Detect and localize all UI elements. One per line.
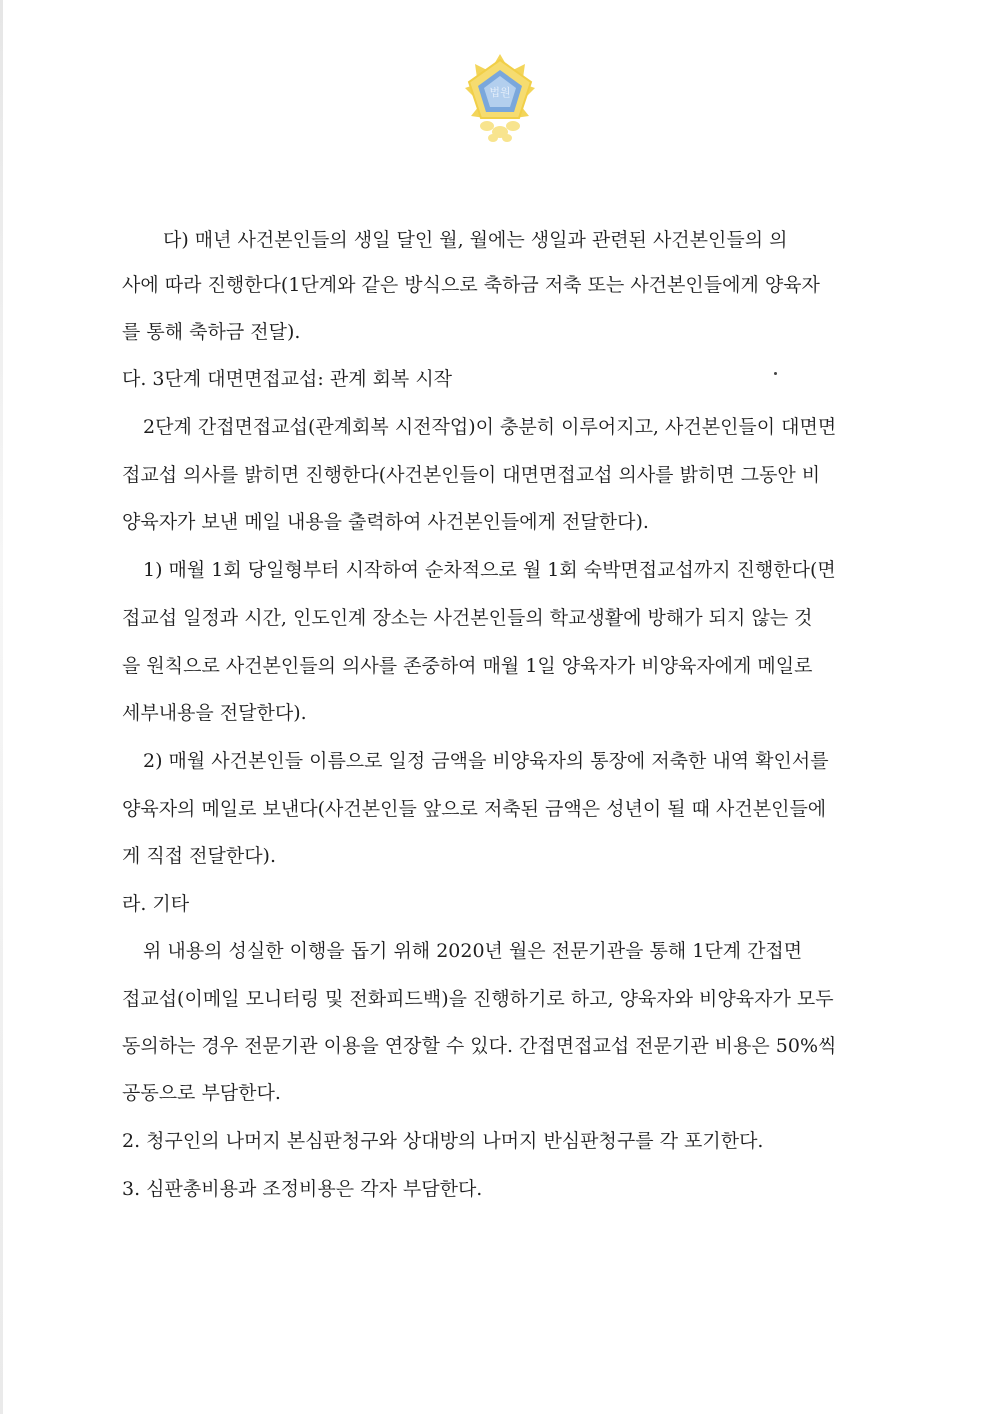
- court-emblem-logo: [463, 52, 537, 144]
- other-paragraph-line-2: 접교섭(이메일 모니터링 및 전화피드백)을 진행하기로 하고, 양육자와 비양육자가 모두: [122, 988, 834, 1010]
- emblem-text: 법원: [489, 86, 511, 99]
- item-2-line-2: 양육자의 메일로 보낸다(사건본인들 앞으로 저축된 금액은 성년이 될 때 사건본인들에: [122, 798, 827, 820]
- other-paragraph-line-4: 공동으로 부담한다.: [122, 1082, 281, 1104]
- stage-3-paragraph-line-3: 양육자가 보낸 메일 내용을 출력하여 사건본인들에게 전달한다).: [122, 511, 649, 533]
- section-heading-other: 라. 기타: [122, 893, 190, 915]
- item-2-line-1: 2) 매월 사건본인들 이름으로 일정 금액을 비양육자의 통장에 저축한 내역 확인서를: [143, 750, 829, 772]
- emblem-ribbon: [480, 121, 520, 142]
- other-paragraph-line-3: 동의하는 경우 전문기관 이용을 연장할 수 있다. 간접면접교섭 전문기관 비용은 50%씩: [122, 1035, 837, 1057]
- clause-3-costs: 3. 심판총비용과 조정비용은 각자 부담한다.: [122, 1178, 483, 1200]
- item-1-line-1: 1) 매월 1회 당일형부터 시작하여 순차적으로 월 1회 숙박면접교섭까지 진행한다(면: [143, 559, 836, 581]
- clause-da-paren-line-3: 를 통해 축하금 전달).: [122, 321, 301, 343]
- clause-da-paren-line-1: 다) 매년 사건본인들의 생일 달인 월, 월에는 생일과 관련된 사건본인들의 의: [163, 229, 788, 251]
- item-2-line-3: 게 직접 전달한다).: [122, 845, 277, 867]
- clause-da-paren-line-2: 사에 따라 진행한다(1단계와 같은 방식으로 축하금 저축 또는 사건본인들에게 양육자: [122, 274, 820, 296]
- item-1-line-3: 을 원칙으로 사건본인들의 의사를 존중하여 매월 1일 양육자가 비양육자에게 메일로: [122, 655, 813, 677]
- scan-edge: [0, 0, 3, 1414]
- clause-2-waiver: 2. 청구인의 나머지 본심판청구와 상대방의 나머지 반심판청구를 각 포기한다.: [122, 1130, 764, 1152]
- item-1-line-4: 세부내용을 전달한다).: [122, 702, 307, 724]
- scan-speck: [774, 372, 777, 375]
- stage-3-paragraph-line-1: 2단계 간접면접교섭(관계회복 시전작업)이 충분히 이루어지고, 사건본인들이 대면면: [143, 416, 837, 438]
- stage-3-paragraph-line-2: 접교섭 의사를 밝히면 진행한다(사건본인들이 대면면접교섭 의사를 밝히면 그동안 비: [122, 464, 821, 486]
- other-paragraph-line-1: 위 내용의 성실한 이행을 돕기 위해 2020년 월은 전문기관을 통해 1단계 간접면: [143, 940, 803, 962]
- item-1-line-2: 접교섭 일정과 시간, 인도인계 장소는 사건본인들의 학교생활에 방해가 되지 않는 것: [122, 607, 813, 629]
- section-heading-stage-3: 다. 3단계 대면면접교섭: 관계 회복 시작: [122, 368, 453, 390]
